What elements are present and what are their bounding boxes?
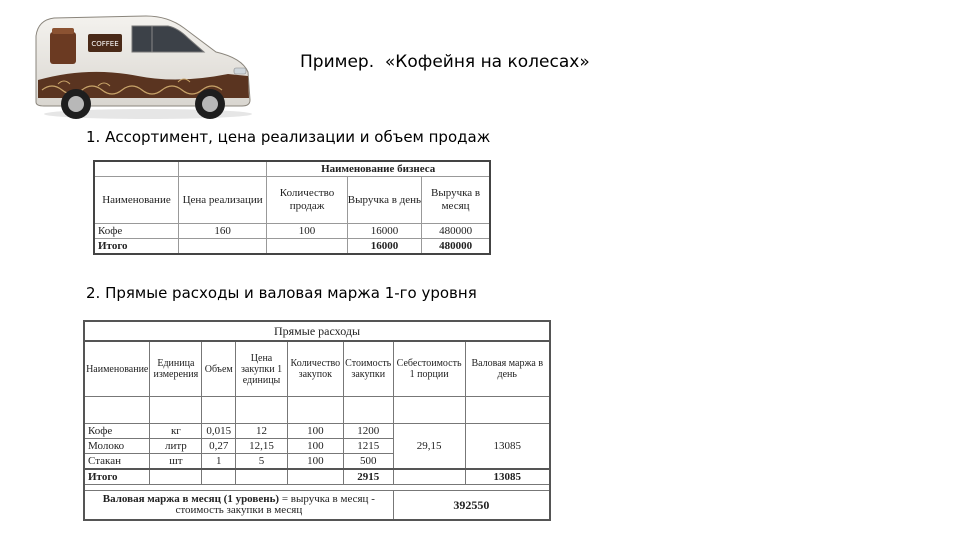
table1-blank-cell (94, 161, 178, 177)
table1-header-price: Цена реализации (178, 177, 266, 224)
table2-blank-cell (202, 397, 236, 424)
table1-cell-price: 160 (178, 224, 266, 239)
table2-blank-cell (236, 469, 288, 485)
table1-header-qty: Количество продаж (267, 177, 347, 224)
table-row-total (84, 469, 550, 485)
table1-cell-rev-day: 16000 (347, 224, 421, 239)
table2-title: Прямые расходы (84, 321, 550, 341)
table2-header-price: Цена закупки 1 единицы (236, 341, 288, 397)
table2-blank-cell (150, 397, 202, 424)
table1-header-rev-day: Выручка в день (347, 177, 421, 224)
van-logo-text: COFFEE (91, 40, 119, 48)
table1-cell-qty (267, 239, 347, 255)
table2-total-label: Итого (84, 469, 150, 485)
table2-blank-cell (287, 469, 343, 485)
month-margin-value: 392550 (393, 491, 550, 521)
table2-blank-cell (150, 469, 202, 485)
month-margin-label (84, 491, 393, 521)
table2-blank-cell (202, 469, 236, 485)
table2-cell-name: Кофе (84, 424, 150, 439)
table2-cell-price: 5 (236, 454, 288, 470)
table2-cell-volume: 1 (202, 454, 236, 470)
month-margin-label-rest: = выручка в месяц - стоимость закупки в месяц (175, 493, 375, 516)
table2-header-qty: Количество закупок (287, 341, 343, 397)
coffee-van-illustration (28, 10, 256, 122)
table2-cell-qty: 100 (287, 439, 343, 454)
table2-blank-cell (343, 397, 393, 424)
table2-cell-unit-cost: 29,15 (393, 424, 465, 470)
table1-blank-cell (178, 161, 266, 177)
table2-blank-cell (393, 469, 465, 485)
table2-blank-cell (393, 397, 465, 424)
table2-cell-cost: 1200 (343, 424, 393, 439)
table2-cell-price: 12,15 (236, 439, 288, 454)
month-margin-label-bold: Валовая маржа в месяц (1 уровень) (102, 493, 280, 505)
table2-cell-volume: 0,27 (202, 439, 236, 454)
sales-table (93, 160, 491, 255)
table2-total-cost: 2915 (343, 469, 393, 485)
table2-header-unit-cost: Себестоимость 1 порции (393, 341, 465, 397)
direct-costs-table (83, 320, 551, 521)
table1-cell-rev-month: 480000 (422, 224, 490, 239)
table-row (94, 224, 490, 239)
table2-cell-unit: литр (150, 439, 202, 454)
table2-cell-name: Стакан (84, 454, 150, 470)
table2-cell-margin-day: 13085 (465, 424, 550, 470)
table2-cell-volume: 0,015 (202, 424, 236, 439)
table2-blank-cell (84, 397, 150, 424)
table2-blank-cell (465, 397, 550, 424)
month-margin-row (84, 491, 550, 521)
table1-header-name: Наименование (94, 177, 178, 224)
table1-cell-name: Итого (94, 239, 178, 255)
table-row-total (94, 239, 490, 255)
table2-blank-cell (236, 397, 288, 424)
table1-cell-qty: 100 (267, 224, 347, 239)
table2-cell-name: Молоко (84, 439, 150, 454)
table2-blank-cell (287, 397, 343, 424)
table-row (84, 424, 550, 439)
table2-total-margin-day: 13085 (465, 469, 550, 485)
table2-cell-cost: 1215 (343, 439, 393, 454)
table1-cell-price (178, 239, 266, 255)
table2-header-cost: Стоимость закупки (343, 341, 393, 397)
table2-cell-qty: 100 (287, 454, 343, 470)
section-heading-assortment: 1. Ассортимент, цена реализации и объем продаж (86, 128, 491, 146)
table1-cell-rev-month: 480000 (422, 239, 490, 255)
table2-cell-cost: 500 (343, 454, 393, 470)
table2-cell-unit: кг (150, 424, 202, 439)
table2-header-unit: Единица измерения (150, 341, 202, 397)
table1-header-rev-month: Выручка в месяц (422, 177, 490, 224)
table1-cell-rev-day: 16000 (347, 239, 421, 255)
table1-group-header: Наименование бизнеса (267, 161, 490, 177)
table1-cell-name: Кофе (94, 224, 178, 239)
table2-header-name: Наименование (84, 341, 150, 397)
section-heading-direct-costs: 2. Прямые расходы и валовая маржа 1-го уровня (86, 284, 477, 302)
slide-title: Пример. «Кофейня на колесах» (300, 52, 590, 72)
table2-header-volume: Объем (202, 341, 236, 397)
table2-header-margin-day: Валовая маржа в день (465, 341, 550, 397)
table2-cell-qty: 100 (287, 424, 343, 439)
table2-cell-price: 12 (236, 424, 288, 439)
table2-cell-unit: шт (150, 454, 202, 470)
